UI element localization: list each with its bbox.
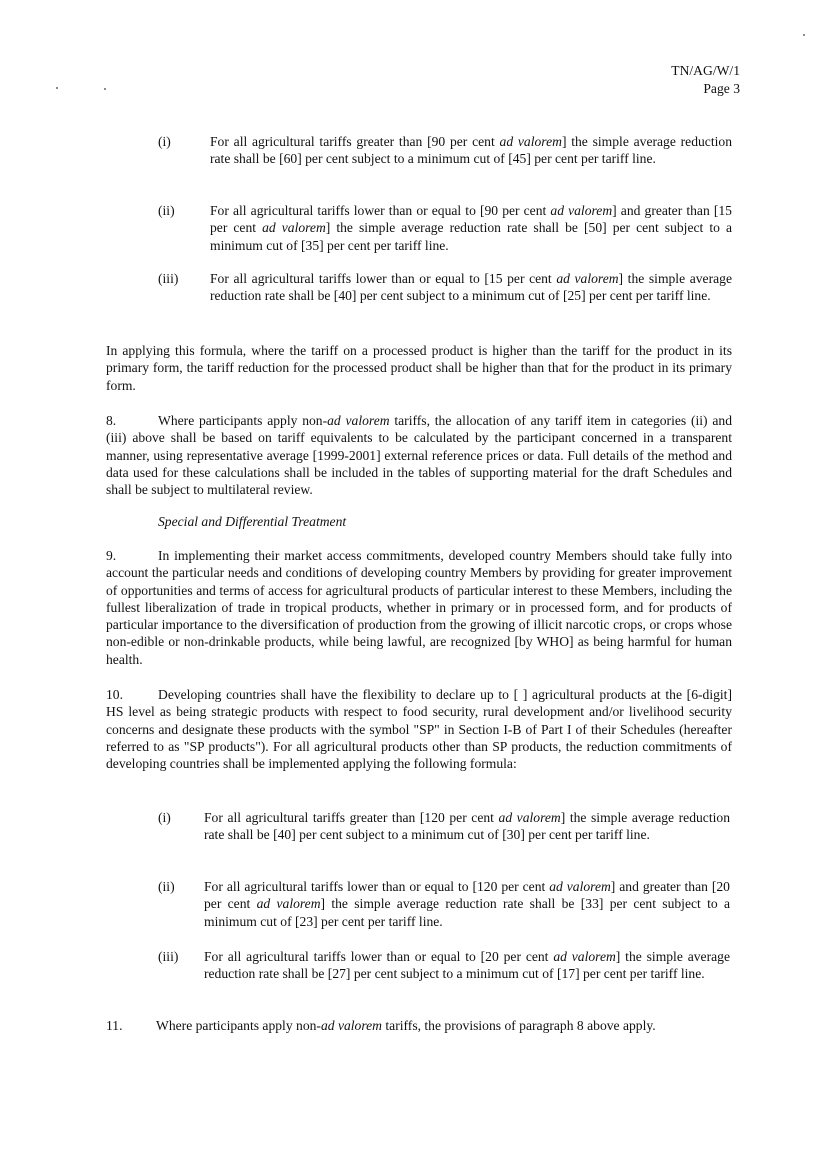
list-item bbox=[158, 878, 730, 930]
list-item-text: For all agricultural tariffs greater than [120 per cent ad valorem] the simple average reduction rate shall be [40] per cent subject to a minimum cut of [30] per cent per tariff line. bbox=[204, 810, 730, 843]
list-marker: (iii) bbox=[158, 949, 179, 964]
scan-speck bbox=[803, 34, 805, 36]
page-header bbox=[671, 62, 740, 98]
list-item-text: For all agricultural tariffs lower than or equal to [20 per cent ad valorem] the simple average reduction rate shall be [27] per cent subject to a minimum cut of [17] per cent per tariff line. bbox=[204, 949, 730, 982]
document-symbol: TN/AG/W/1 bbox=[671, 63, 740, 78]
paragraph-9: 9. In implementing their market access commitments, developed country Members should take fully into account the particular needs and conditions of developing country Members by providing for greater improvement of opportunities and terms of access for agricultural products of particular interest to these Members, including the fullest liberalization of trade in tropical products, whether in primary or in processed form, and for products of particular importance to the diversification of production from the growing of illicit narcotic crops, or crops whose non-edible or non-drinkable products, while being lawful, are recognized [by WHO] as being harmful for human health. bbox=[106, 548, 732, 667]
paragraph-number: 9. bbox=[106, 548, 117, 563]
list-item bbox=[158, 948, 730, 983]
list-marker: (i) bbox=[158, 810, 171, 825]
list-item-text: For all agricultural tariffs lower than or equal to [120 per cent ad valorem] and greater than [20 per cent ad valorem] the simple average reduction rate shall be [33] per cent subject to a minimum cut of [23] per cent per tariff line. bbox=[204, 879, 730, 929]
list-marker: (i) bbox=[158, 134, 171, 149]
list-marker: (iii) bbox=[158, 271, 179, 286]
page-number: Page 3 bbox=[703, 81, 740, 96]
scan-speck bbox=[56, 87, 58, 89]
list-item-text: For all agricultural tariffs greater than [90 per cent ad valorem] the simple average reduction rate shall be [60] per cent subject to a minimum cut of [45] per cent per tariff line. bbox=[210, 134, 732, 167]
list-item-text: For all agricultural tariffs lower than or equal to [15 per cent ad valorem] the simple average reduction rate shall be [40] per cent subject to a minimum cut of [25] per cent per tariff line. bbox=[210, 271, 732, 304]
paragraph-10: 10. Developing countries shall have the flexibility to declare up to [ ] agricultural products at the [6-digit] HS level as being strategic products with respect to food security, rural development and/or livelihood security concerns and designate these products with the symbol "SP" in Section I-B of Part I of their Schedules (hereafter referred to as "SP products"). For all agricultural products other than SP products, the reduction commitments of developing countries shall be implemented applying the following formula: bbox=[106, 687, 732, 772]
paragraph-processed-products: In applying this formula, where the tariff on a processed product is higher than the tariff for the product in its primary form, the tariff reduction for the processed product shall be higher than that for the product in its primary form. bbox=[106, 343, 732, 393]
paragraph-number: 8. bbox=[106, 413, 117, 428]
list-item bbox=[158, 809, 730, 844]
paragraph-number: 11. bbox=[106, 1018, 123, 1033]
list-item bbox=[158, 133, 732, 168]
list-item-text: For all agricultural tariffs lower than or equal to [90 per cent ad valorem] and greater than [15 per cent ad valorem] the simple average reduction rate shall be [50] per cent subject to a minimum cut of [35] per cent per tariff line. bbox=[210, 203, 732, 253]
paragraph-11: 11. Where participants apply non-ad valorem tariffs, the provisions of paragraph 8 above apply. bbox=[106, 1018, 656, 1033]
list-item bbox=[158, 270, 732, 305]
paragraph-8: 8. Where participants apply non-ad valorem tariffs, the allocation of any tariff item in categories (ii) and (iii) above shall be based on tariff equivalents to be calculated by the participant concerned in a transparent manner, using representative average [1999-2001] external reference prices or data. Full details of the method and data used for these calculations shall be included in the tables of supporting material for the draft Schedules and shall be subject to multilateral review. bbox=[106, 413, 732, 498]
list-marker: (ii) bbox=[158, 879, 175, 894]
scan-speck bbox=[104, 88, 106, 90]
section-heading: Special and Differential Treatment bbox=[158, 514, 347, 529]
list-marker: (ii) bbox=[158, 203, 175, 218]
list-item bbox=[158, 202, 732, 254]
paragraph-number: 10. bbox=[106, 687, 123, 702]
